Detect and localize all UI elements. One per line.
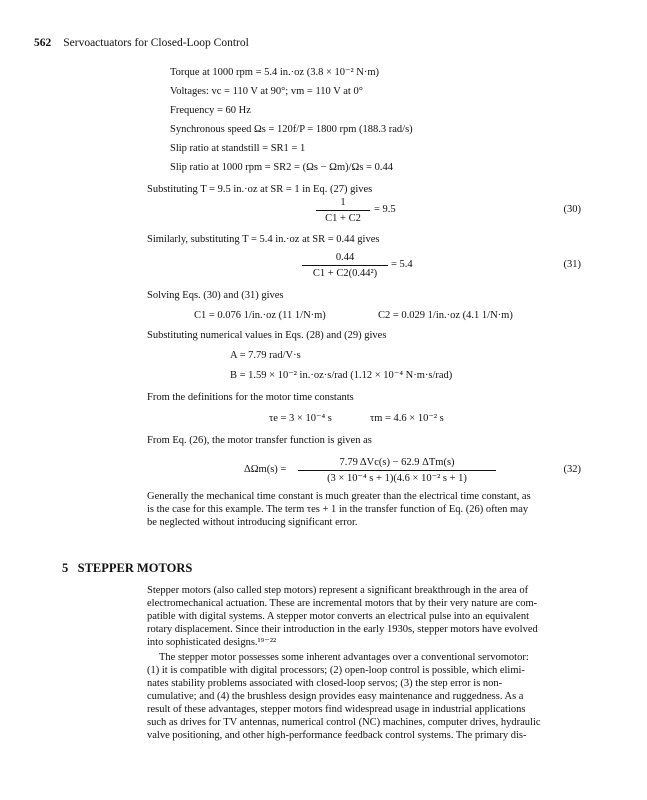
paragraph-line: be neglected without introducing significant error. — [147, 517, 358, 528]
spec-frequency: Frequency = 60 Hz — [170, 105, 251, 116]
paragraph-line: such as drives for TV antennas, numerical control (NC) machines, computer drives, hydraulic — [147, 717, 541, 728]
eq32-label: (32) — [563, 464, 581, 475]
spec-slip-standstill: Slip ratio at standstill = SR1 = 1 — [170, 143, 306, 154]
section-heading — [62, 562, 192, 575]
result-b: B = 1.59 × 10⁻² in.·oz·s/rad (1.12 × 10⁻⁴ N·m·s/rad) — [230, 370, 453, 381]
paragraph-line: Stepper motors (also called step motors) represent a significant breakthrough in the area of — [147, 585, 529, 596]
eq30-denominator: C1 + C2 — [325, 213, 361, 224]
text-definitions: From the definitions for the motor time constants — [147, 392, 354, 403]
paragraph-line: (1) it is compatible with digital processors; (2) open-loop control is possible, which elimi- — [147, 665, 525, 676]
eq31-numerator: 0.44 — [302, 251, 388, 266]
paragraph-line: result of these advantages, stepper motors find widespread usage in industrial applications — [147, 704, 526, 715]
paragraph-line: valve positioning, and other high-performance feedback control systems. The primary dis- — [147, 730, 527, 741]
eq31-denominator: C1 + C2(0.44²) — [312, 268, 378, 279]
paragraph-line: patible with digital systems. A stepper motor converts an electrical pulse into an equivalent — [147, 611, 529, 622]
section-number: 5 — [62, 561, 69, 575]
result-c2: C2 = 0.029 1/in.·oz (4.1 1/N·m) — [378, 310, 513, 321]
equation-32-fraction — [298, 456, 496, 485]
eq30-numerator: 1 — [316, 196, 370, 211]
result-tau-m: τm = 4.6 × 10⁻² s — [370, 413, 444, 424]
spec-torque: Torque at 1000 rpm = 5.4 in.·oz (3.8 × 10⁻² N·m) — [170, 67, 380, 78]
eq32-numerator: 7.79 ΔVc(s) − 62.9 ΔTm(s) — [298, 456, 496, 471]
text-solving: Solving Eqs. (30) and (31) gives — [147, 290, 284, 301]
paragraph-line: Generally the mechanical time constant is much greater than the electrical time constant, as — [147, 491, 531, 502]
text-numerical-values: Substituting numerical values in Eqs. (28) and (29) gives — [147, 330, 387, 341]
paragraph-line: is the case for this example. The term τes + 1 in the transfer function of Eq. (26) often may — [147, 504, 529, 515]
page-number: 562 — [34, 37, 52, 49]
text-substituting-1: Substituting T = 9.5 in.·oz at SR = 1 in Eq. (27) gives — [147, 184, 373, 195]
section-title: STEPPER MOTORS — [77, 561, 193, 575]
running-title: Servoactuators for Closed-Loop Control — [63, 37, 249, 49]
spec-sync-speed: Synchronous speed Ωs = 120f/P = 1800 rpm (188.3 rad/s) — [170, 124, 413, 135]
text-substituting-2: Similarly, substituting T = 5.4 in.·oz at SR = 0.44 gives — [147, 234, 380, 245]
eq32-denominator: (3 × 10⁻⁴ s + 1)(4.6 × 10⁻² s + 1) — [327, 473, 467, 484]
paragraph-stepper-advantages — [147, 651, 581, 742]
paragraph-line: The stepper motor possesses some inherent advantages over a conventional servomotor: — [159, 652, 529, 663]
paragraph-line: electromechanical actuation. These are incremental motors that by their very nature are com- — [147, 598, 538, 609]
running-header — [34, 37, 249, 50]
eq30-rhs: = 9.5 — [374, 204, 396, 215]
text-from-eq26: From Eq. (26), the motor transfer function is given as — [147, 435, 372, 446]
spec-slip-1000: Slip ratio at 1000 rpm = SR2 = (Ωs − Ωm)/Ωs = 0.44 — [170, 162, 393, 173]
eq30-label: (30) — [563, 204, 581, 215]
result-c1: C1 = 0.076 1/in.·oz (11 1/N·m) — [194, 310, 326, 321]
paragraph-line: nates stability problems associated with closed-loop servos; (3) the step error is non- — [147, 678, 503, 689]
equation-31-fraction — [302, 251, 388, 280]
result-a: A = 7.79 rad/V·s — [230, 350, 301, 361]
equation-30-fraction — [316, 196, 370, 225]
spec-voltages: Voltages: vc = 110 V at 90°; vm = 110 V at 0° — [170, 86, 363, 97]
paragraph-line: rotary displacement. Since their introduction in the early 1930s, stepper motors have evolved — [147, 624, 538, 635]
paragraph-general — [147, 490, 581, 529]
result-tau-e: τe = 3 × 10⁻⁴ s — [269, 413, 332, 424]
eq31-rhs: = 5.4 — [391, 259, 413, 270]
eq31-label: (31) — [563, 259, 581, 270]
paragraph-stepper-intro — [147, 584, 581, 649]
paragraph-line: cumulative; and (4) the brushless design provides easy maintenance and ruggedness. As a — [147, 691, 524, 702]
eq32-lhs: ΔΩm(s) = — [244, 464, 287, 475]
paragraph-line: into sophisticated designs.¹⁹⁻²² — [147, 637, 277, 648]
